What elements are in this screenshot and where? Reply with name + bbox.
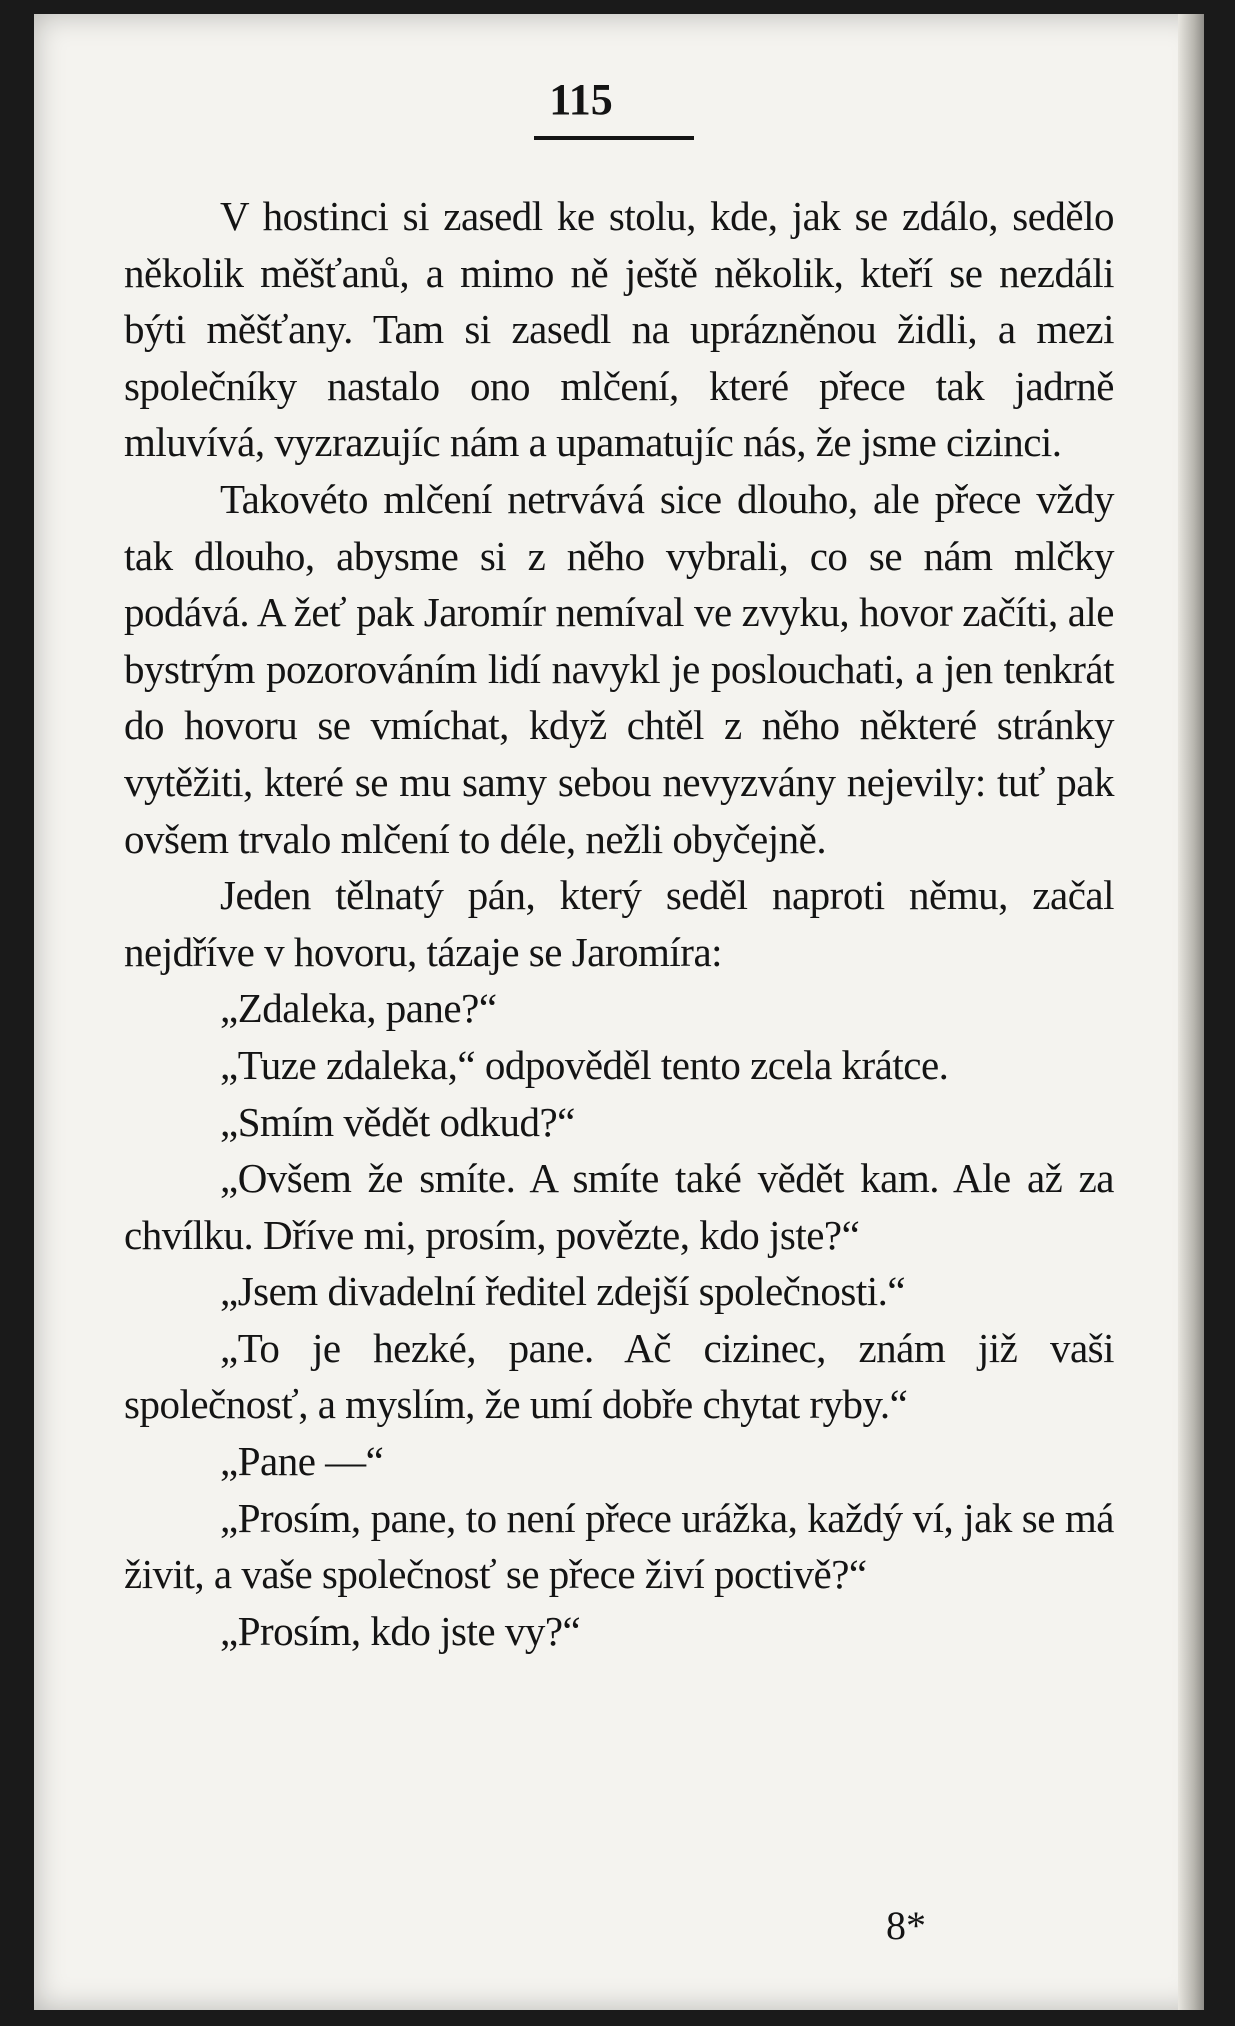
page-number: 115 (549, 75, 613, 124)
paragraph: „Tuze zdaleka,“ odpověděl tento zcela krátce. (220, 1041, 949, 1088)
paragraph: Jeden tělnatý pán, který seděl naproti němu, začal nejdříve v hovoru, tázaje se Jaromíra: (124, 872, 1114, 975)
paragraph: „Zdaleka, pane?“ (220, 985, 497, 1032)
book-page (34, 14, 1204, 2010)
paragraph: „Ovšem že smíte. A smíte také vědět kam. Ale až za chvílku. Dříve mi, prosím, povězte, kdo jste?“ (124, 1155, 1114, 1258)
body-text (124, 188, 1114, 1659)
page-edge-shadow (1178, 14, 1204, 2010)
signature-mark: 8* (886, 1903, 926, 1948)
paragraph: V hostinci si zasedl ke stolu, kde, jak se zdálo, sedělo několik měšťanů, a mimo ně ještě několik, kteří se nezdáli býti měšťany. Tam si zasedl na uprázněnou židli, a mezi společníky nastalo ono mlčení, které přece tak jadrně mluvívá, vyzrazujíc nám a upamatujíc nás, že jsme cizinci. (124, 193, 1114, 466)
header-rule (534, 136, 694, 140)
paragraph: „Jsem divadelní ředitel zdejší společnosti.“ (220, 1268, 906, 1315)
paragraph: „Prosím, pane, to není přece urážka, každý ví, jak se má živit, a vaše společnosť se přece živí poctivě?“ (124, 1494, 1114, 1598)
paragraph: „Pane —“ (220, 1438, 384, 1485)
paragraph: „Prosím, kdo jste vy?“ (220, 1607, 581, 1654)
paragraph: Takovéto mlčení netrvává sice dlouho, ale přece vždy tak dlouho, abysme si z něho vybrali, co se nám mlčky podává. A žeť pak Jaromír nemíval ve zvyku, hovor začíti, ale bystrým pozorováním lidí navykl je poslouchati, a jen tenkrát do hovoru se vmíchat, když chtěl z něho některé stránky vytěžiti, které se mu samy sebou nevyzvány nejevily: tuť pak ovšem trvalo mlčení to déle, nežli obyčejně. (124, 475, 1114, 862)
paragraph: „Smím vědět odkud?“ (220, 1098, 575, 1145)
paragraph: „To je hezké, pane. Ač cizinec, znám již vaši společnosť, a myslím, že umí dobře chytat ryby.“ (124, 1324, 1114, 1428)
